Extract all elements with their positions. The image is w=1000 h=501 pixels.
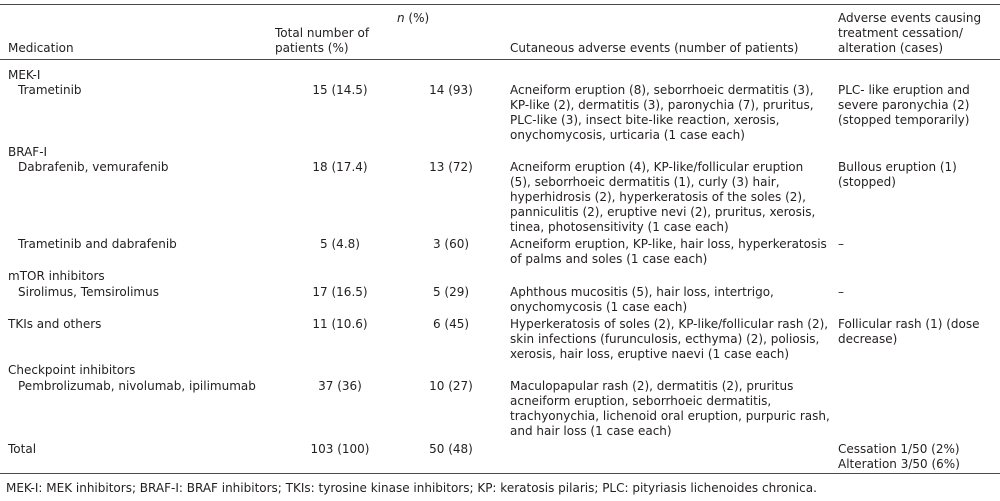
cessation-events-cell: –	[838, 285, 844, 299]
patients-with-aes-cell: 13 (72)	[429, 160, 473, 174]
header-cessation-events: Adverse events causing treatment cessation/ alteration (cases)	[838, 11, 982, 55]
patients-with-aes-cell: 3 (60)	[432, 237, 470, 251]
table-header	[0, 0, 1000, 56]
cutaneous-events-cell: Acneiform eruption (4), KP-like/follicular eruption (5), seborrhoeic dermatitis (1), curly (3) hair, hyperhidrosis (2), hyperkeratosis of the soles (2), panniculitis (2), eruptive nevi (2), pruritus, xerosis, tinea, photosensitivity (1 case each)	[510, 160, 816, 234]
patients-with-aes-cell: 50 (48)	[429, 442, 473, 456]
cessation-events-cell: PLC- like eruption and severe paronychia (2) (stopped temporarily)	[838, 83, 970, 127]
section-label: MEK-I	[8, 68, 41, 82]
header-percent: (%)	[404, 11, 430, 25]
cessation-events-cell: Bullous eruption (1) (stopped)	[838, 160, 957, 189]
total-patients-cell: 5 (4.8)	[320, 237, 360, 251]
header-patients-with-aes	[397, 0, 489, 56]
table-bottom-rule	[0, 473, 1000, 474]
medication-cell: Dabrafenib, vemurafenib	[18, 160, 169, 174]
medication-cell: TKIs and others	[8, 317, 102, 331]
patients-with-aes-cell: 6 (45)	[432, 317, 470, 331]
cessation-events-cell: Cessation 1/50 (2%) Alteration 3/50 (6%)	[838, 442, 960, 471]
cessation-events-cell: –	[838, 237, 844, 251]
header-cutaneous-events: Cutaneous adverse events (number of patients)	[510, 41, 799, 55]
cutaneous-events-cell: Aphthous mucositis (5), hair loss, intertrigo, onychomycosis (1 case each)	[510, 285, 774, 314]
cessation-events-cell: Follicular rash (1) (dose decrease)	[838, 317, 980, 346]
header-n-symbol: n	[397, 11, 405, 25]
total-patients-cell: 11 (10.6)	[312, 317, 368, 331]
table-footnote: MEK-I: MEK inhibitors; BRAF-I: BRAF inhibitors; TKIs: tyrosine kinase inhibitors; KP: keratosis pilaris; PLC: pityriasis lichenoides chronica.	[6, 481, 817, 495]
header-patients-line-3	[397, 11, 489, 26]
patients-with-aes-cell: 14 (93)	[429, 83, 473, 97]
medication-cell: Pembrolizumab, nivolumab, ipilimumab	[18, 379, 256, 393]
total-patients-cell: 37 (36)	[318, 379, 362, 393]
section-label: mTOR inhibitors	[8, 269, 105, 283]
medication-cell: Trametinib and dabrafenib	[18, 237, 177, 251]
section-label: BRAF-I	[8, 145, 48, 159]
total-patients-cell: 18 (17.4)	[312, 160, 368, 174]
patients-with-aes-cell: 10 (27)	[429, 379, 473, 393]
total-label-cell: Total	[8, 442, 37, 456]
total-patients-cell: 15 (14.5)	[312, 83, 368, 97]
cutaneous-events-cell: Maculopapular rash (2), dermatitis (2), pruritus acneiform eruption, seborrhoeic dermatitis, trachyonychia, lichenoid oral eruption, purpuric rash, and hair loss (1 case each)	[510, 379, 830, 438]
patients-with-aes-cell: 5 (29)	[432, 285, 470, 299]
table-header-rule	[0, 59, 1000, 60]
total-patients-cell: 17 (16.5)	[312, 285, 368, 299]
cutaneous-events-cell: Acneiform eruption, KP-like, hair loss, hyperkeratosis of palms and soles (1 case each)	[510, 237, 827, 266]
header-medication: Medication	[8, 41, 74, 55]
cutaneous-events-cell: Acneiform eruption (8), seborrhoeic dermatitis (3), KP-like (2), dermatitis (3), paronychia (7), pruritus, PLC-like (3), insect bite-like reaction, xerosis, onychomycosis, urticaria (1 case each)	[510, 83, 814, 142]
total-patients-cell: 103 (100)	[310, 442, 370, 456]
medication-cell: Sirolimus, Temsirolimus	[18, 285, 159, 299]
medication-cell: Trametinib	[18, 83, 82, 97]
section-label: Checkpoint inhibitors	[8, 363, 136, 377]
cutaneous-events-cell: Hyperkeratosis of soles (2), KP-like/follicular rash (2), skin infections (furunculosis, ecthyma) (2), poliosis, xerosis, hair loss, eruptive naevi (1 case each)	[510, 317, 829, 361]
header-total-patients: Total number of patients (%)	[275, 26, 370, 55]
